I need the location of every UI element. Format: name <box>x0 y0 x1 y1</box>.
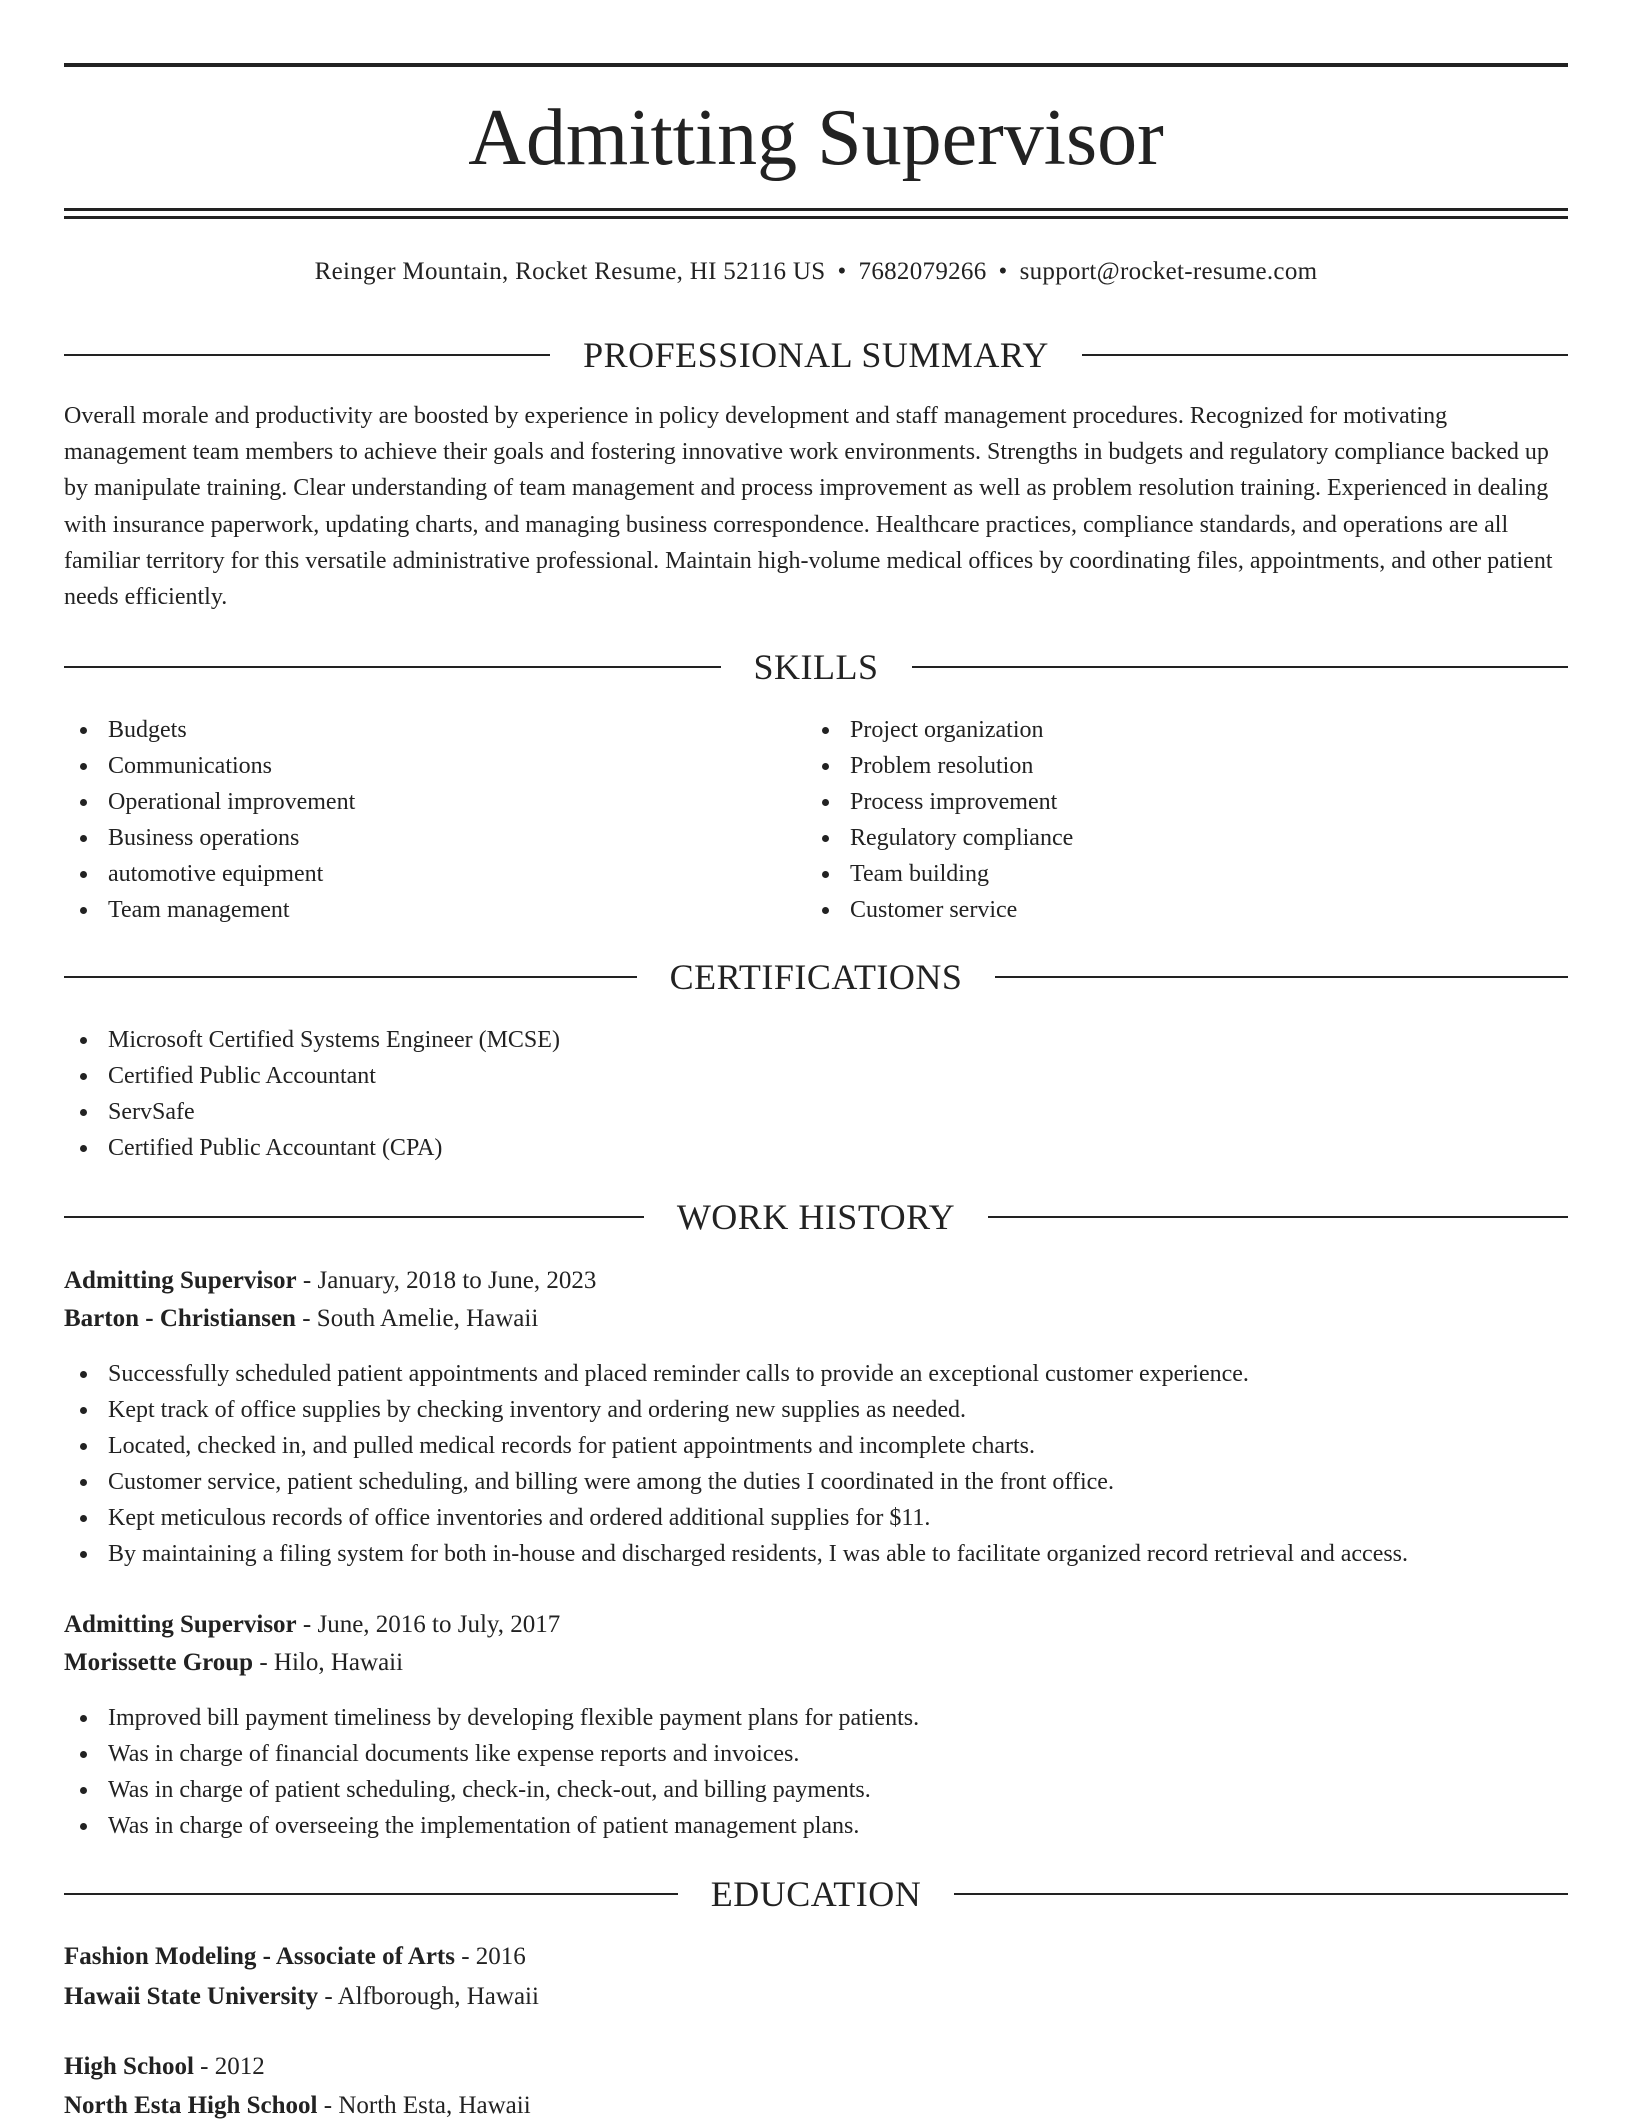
skills-list-left <box>64 712 355 928</box>
contact-email[interactable]: support@rocket-resume.com <box>1019 258 1318 285</box>
skill-item: Problem resolution <box>806 748 1073 784</box>
job-bullet: Was in charge of patient scheduling, check-in, check-out, and billing payments. <box>64 1772 919 1808</box>
education-year: - 2016 <box>454 1943 526 1970</box>
section-header-education <box>64 1872 1568 1916</box>
job-dates: - January, 2018 to June, 2023 <box>296 1267 597 1294</box>
contact-phone: 7682079266 <box>858 258 987 285</box>
section-title: PROFESSIONAL SUMMARY <box>583 335 1049 375</box>
job-location: - Hilo, Hawaii <box>253 1649 404 1676</box>
section-rule <box>64 1893 678 1895</box>
job-company: Barton - Christiansen <box>64 1305 296 1332</box>
skill-item: Team building <box>806 856 1073 892</box>
education-school-line <box>64 2087 531 2125</box>
skill-item: Team management <box>64 892 355 928</box>
skill-item: Communications <box>64 748 355 784</box>
education-degree: Fashion Modeling - Associate of Arts <box>64 1943 455 1970</box>
education-location: - Alfborough, Hawaii <box>318 1983 539 2010</box>
job-company: Morissette Group <box>64 1649 254 1676</box>
section-rule <box>64 976 637 978</box>
section-header-skills <box>64 645 1568 689</box>
education-degree-line <box>64 1938 526 1976</box>
skill-item: Operational improvement <box>64 784 355 820</box>
certification-item: Certified Public Accountant <box>64 1058 560 1094</box>
job-location: - South Amelie, Hawaii <box>295 1305 539 1332</box>
section-rule <box>954 1893 1568 1895</box>
contact-address: Reinger Mountain, Rocket Resume, HI 52116 US <box>314 258 826 285</box>
contact-line <box>64 255 1568 289</box>
top-rule <box>64 63 1568 67</box>
job-company-line <box>64 1644 403 1682</box>
title-double-rule-upper <box>64 208 1568 211</box>
job-bullets <box>64 1356 1408 1572</box>
resume-title: Admitting Supervisor <box>468 94 1164 182</box>
job-bullet: Kept meticulous records of office inventories and ordered additional supplies for $11. <box>64 1500 1408 1536</box>
section-rule <box>988 1216 1568 1218</box>
job-title-line <box>64 1262 596 1300</box>
job-bullets <box>64 1700 919 1844</box>
skill-item: automotive equipment <box>64 856 355 892</box>
job-bullet: Successfully scheduled patient appointments and placed reminder calls to provide an exceptional customer experience. <box>64 1356 1408 1392</box>
section-rule <box>64 1216 644 1218</box>
section-header-work-history <box>64 1195 1568 1239</box>
section-title: WORK HISTORY <box>676 1197 956 1237</box>
skill-item: Process improvement <box>806 784 1073 820</box>
skill-item: Project organization <box>806 712 1073 748</box>
job-bullet: Kept track of office supplies by checking inventory and ordering new supplies as needed. <box>64 1392 1408 1428</box>
education-degree-line <box>64 2048 265 2086</box>
job-bullet: Located, checked in, and pulled medical records for patient appointments and incomplete charts. <box>64 1428 1408 1464</box>
certification-item: Microsoft Certified Systems Engineer (MCSE) <box>64 1022 560 1058</box>
certifications-list <box>64 1022 560 1166</box>
job-company-line <box>64 1300 538 1338</box>
certification-item: Certified Public Accountant (CPA) <box>64 1130 560 1166</box>
summary-text: Overall morale and productivity are boosted by experience in policy development and staff management procedures. Recognized for motivating management team members to achieve their goals and fostering innovative work environments. Strengths in budgets and regulatory compliance backed up by manipulate training. Clear understanding of team management and process improvement as well as problem resolution training. Experienced in dealing with insurance paperwork, updating charts, and managing business correspondence. Healthcare practices, compliance standards, and operations are all familiar territory for this versatile administrative professional. Maintain high-volume medical offices by coordinating files, appointments, and other patient needs efficiently. <box>64 403 1553 611</box>
education-year: - 2012 <box>193 2053 265 2080</box>
skill-item: Customer service <box>806 892 1073 928</box>
skill-item: Business operations <box>64 820 355 856</box>
skill-item: Regulatory compliance <box>806 820 1073 856</box>
section-header-certifications <box>64 955 1568 999</box>
title-double-rule-lower <box>64 216 1568 219</box>
skills-list-right <box>806 712 1073 928</box>
education-school-line <box>64 1978 539 2016</box>
education-location: - North Esta, Hawaii <box>317 2092 531 2119</box>
job-bullet: By maintaining a filing system for both in-house and discharged residents, I was able to facilitate organized record retrieval and access. <box>64 1536 1408 1572</box>
section-title: SKILLS <box>753 647 879 687</box>
job-bullet: Customer service, patient scheduling, and billing were among the duties I coordinated in the front office. <box>64 1464 1408 1500</box>
job-bullet: Improved bill payment timeliness by developing flexible payment plans for patients. <box>64 1700 919 1736</box>
section-title: CERTIFICATIONS <box>669 957 963 997</box>
section-rule <box>64 666 721 668</box>
job-title: Admitting Supervisor <box>64 1267 297 1294</box>
education-school: North Esta High School <box>64 2092 318 2119</box>
certification-item: ServSafe <box>64 1094 560 1130</box>
job-dates: - June, 2016 to July, 2017 <box>296 1611 561 1638</box>
skill-item: Budgets <box>64 712 355 748</box>
education-degree: High School <box>64 2053 194 2080</box>
section-rule <box>64 354 550 356</box>
job-bullet: Was in charge of financial documents like expense reports and invoices. <box>64 1736 919 1772</box>
job-title: Admitting Supervisor <box>64 1611 297 1638</box>
job-title-line <box>64 1606 560 1644</box>
contact-separator: • <box>837 258 847 285</box>
section-rule <box>1082 354 1568 356</box>
section-rule <box>912 666 1569 668</box>
job-bullet: Was in charge of overseeing the implementation of patient management plans. <box>64 1808 919 1844</box>
section-title: EDUCATION <box>710 1874 922 1914</box>
education-school: Hawaii State University <box>64 1983 319 2010</box>
section-header-summary <box>64 333 1568 377</box>
section-rule <box>995 976 1568 978</box>
contact-separator: • <box>998 258 1008 285</box>
